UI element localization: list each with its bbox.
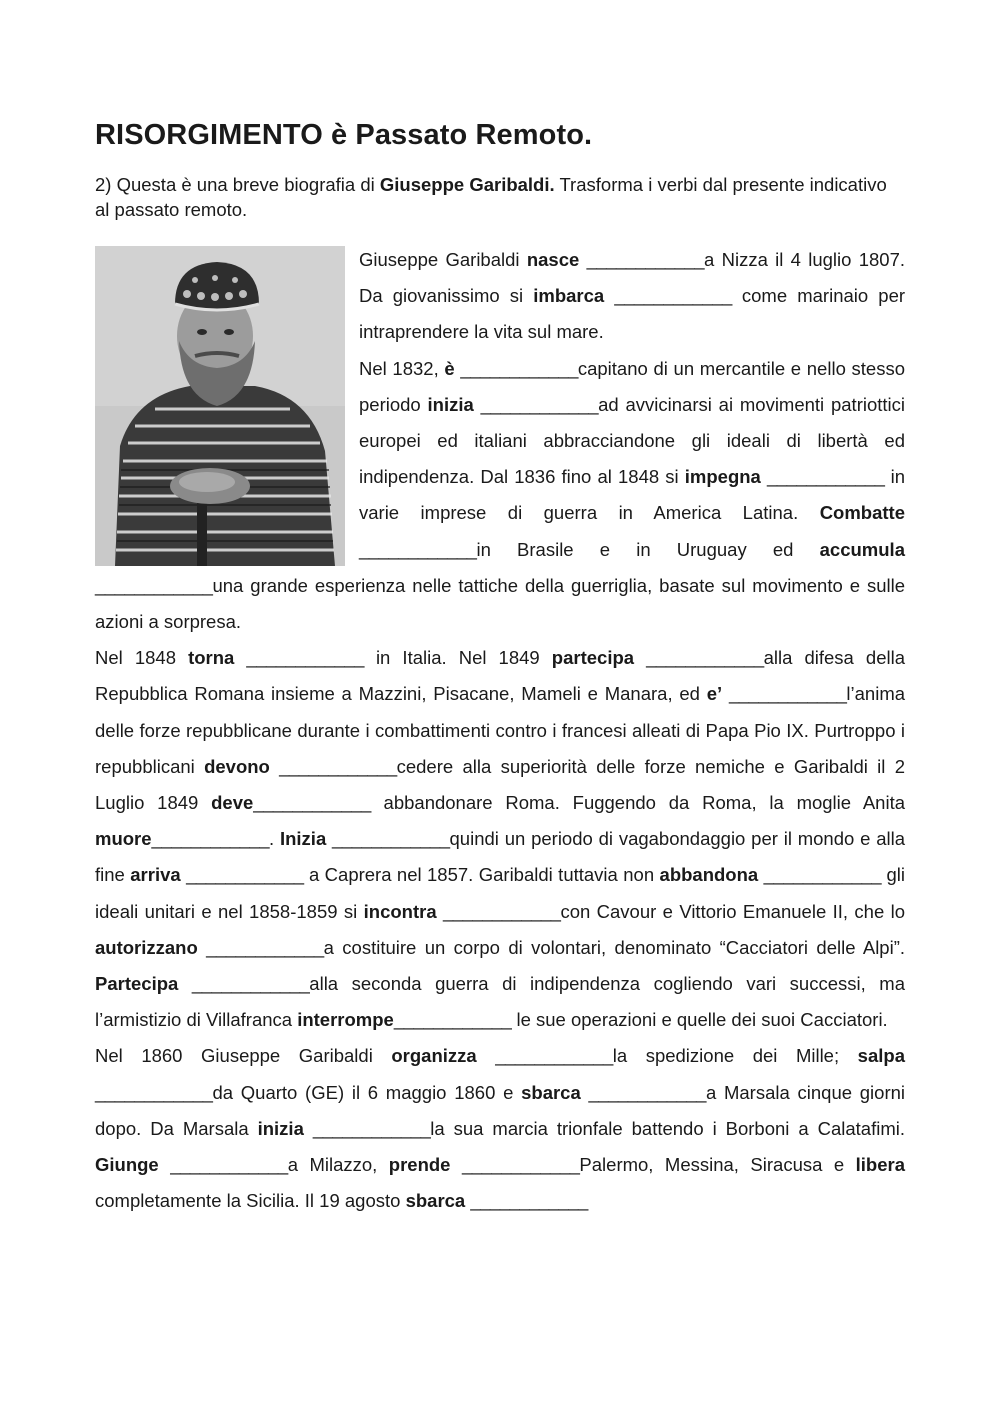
verb-to-transform: torna [188, 647, 235, 669]
text-segment: l’anima delle forze repubblicane durante i combattimenti contro i francesi alleati di Papa Pio IX. Purtroppo i repubblicani [95, 683, 906, 777]
verb-to-transform: inizia [257, 1117, 304, 1139]
verb-to-transform: sbarca [521, 1081, 581, 1103]
answer-blank[interactable]: ____________ [359, 538, 477, 560]
answer-blank[interactable]: ____________ [95, 1081, 213, 1103]
instructions-name: Giuseppe Garibaldi. [379, 174, 555, 195]
text-segment: a Caprera nel 1857. Garibaldi tuttavia non [303, 864, 660, 886]
text-segment: completamente la Sicilia. Il 19 agosto [95, 1190, 406, 1212]
instructions-prefix: 2) Questa è una breve biografia di [95, 174, 380, 195]
text-segment: Palermo, Messina, Siracusa e [579, 1154, 856, 1176]
text-segment: a costituire un corpo di volontari, denominato “Cacciatori delle Alpi”. [323, 936, 906, 958]
verb-to-transform: partecipa [551, 647, 635, 669]
text-segment [270, 756, 279, 777]
text-segment [178, 973, 192, 994]
verb-to-transform: autorizzano [95, 936, 198, 958]
text-segment [198, 937, 206, 958]
page-title: RISORGIMENTO è Passato Remoto. [95, 119, 593, 151]
verb-to-transform: Inizia [279, 828, 327, 850]
answer-blank[interactable]: ____________ [614, 285, 732, 307]
text-segment: Nel 1860 Giuseppe Garibaldi [95, 1045, 392, 1067]
answer-blank[interactable]: ____________ [460, 357, 578, 379]
verb-to-transform: incontra [363, 900, 437, 922]
verb-to-transform: Giunge [95, 1154, 159, 1176]
text-segment: in Italia. Nel 1849 [363, 647, 552, 669]
text-segment [722, 683, 729, 704]
text-segment: in varie imprese di guerra in America Latina. [359, 466, 905, 524]
answer-blank[interactable]: ____________ [170, 1154, 288, 1176]
text-segment: gli ideali unitari e nel 1858-1859 si [95, 864, 906, 922]
verb-to-transform: inizia [427, 393, 474, 415]
text-segment: Nel 1848 [95, 647, 189, 669]
verb-to-transform: impegna [684, 466, 761, 488]
answer-blank[interactable]: ____________ [588, 1081, 706, 1103]
text-segment: la spedizione dei Mille; [612, 1045, 858, 1067]
verb-to-transform: accumula [819, 538, 905, 560]
answer-blank[interactable]: ____________ [461, 1154, 580, 1176]
text-segment [634, 647, 646, 668]
text-segment [159, 1154, 170, 1175]
verb-to-transform: sbarca [405, 1190, 466, 1212]
verb-to-transform: Combatte [819, 502, 905, 524]
verb-to-transform: abbandona [659, 864, 759, 886]
text-segment: abbandonare Roma. Fuggendo da Roma, la moglie Anita [370, 792, 905, 814]
text-segment [604, 285, 614, 306]
answer-blank[interactable]: ____________ [442, 900, 561, 922]
verb-to-transform: è [444, 357, 455, 379]
verb-to-transform: imbarca [533, 285, 605, 307]
answer-blank[interactable]: ____________ [191, 973, 310, 995]
answer-blank[interactable]: ____________ [246, 647, 364, 669]
answer-blank[interactable]: ____________ [253, 792, 371, 814]
biography-text [95, 242, 905, 1219]
answer-blank[interactable]: ____________ [763, 864, 882, 886]
text-segment: a Marsala cinque giorni dopo. Da Marsala [95, 1081, 905, 1139]
verb-to-transform: e’ [706, 683, 723, 705]
text-segment [579, 249, 586, 270]
answer-blank[interactable]: ____________ [95, 574, 213, 596]
answer-blank[interactable]: ____________ [186, 864, 304, 886]
text-segment: quindi un periodo di vagabondaggio per il mondo e alla fine [95, 828, 905, 886]
verb-to-transform: interrompe [297, 1009, 394, 1031]
paragraph [95, 640, 905, 1038]
text-segment: la sua marcia trionfale battendo i Borboni a Calatafimi. [430, 1117, 905, 1139]
text-segment: in Brasile e in Uruguay ed [476, 538, 820, 560]
answer-blank[interactable]: ____________ [312, 1117, 431, 1139]
instructions [95, 172, 905, 222]
answer-blank[interactable]: ____________ [332, 828, 450, 850]
text-segment [477, 1045, 496, 1066]
instructions-suffix: Trasforma i verbi dal presente indicativo al passato remoto. [95, 174, 887, 220]
answer-blank[interactable]: ____________ [393, 1009, 512, 1031]
paragraph [95, 1038, 905, 1219]
text-segment: da Quarto (GE) il 6 maggio 1860 e [212, 1081, 522, 1103]
verb-to-transform: muore [95, 828, 152, 850]
text-segment: . [269, 828, 280, 850]
text-segment: ad avvicinarsi ai movimenti patriottici europei ed italiani abbracciandone gli ideali di libertà ed indipendenza. Dal 1836 fino al 1848 si [359, 393, 906, 488]
answer-blank[interactable]: ____________ [495, 1045, 613, 1067]
text-segment [304, 1118, 313, 1139]
verb-to-transform: devono [204, 755, 270, 777]
text-segment: Nel 1832, [359, 357, 445, 379]
verb-to-transform: nasce [526, 249, 580, 270]
text-segment [474, 394, 481, 415]
verb-to-transform: arriva [130, 864, 181, 886]
text-segment [450, 1154, 461, 1175]
text-segment [234, 647, 246, 668]
verb-to-transform: prende [388, 1154, 451, 1176]
answer-blank[interactable]: ____________ [470, 1190, 588, 1212]
text-segment: le sue operazioni e quelle dei suoi Cacciatori. [511, 1009, 888, 1031]
text-segment: alla seconda guerra di indipendenza cogliendo vari successi, ma l’armistizio di Villafranca [95, 973, 905, 1031]
answer-blank[interactable]: ____________ [586, 249, 705, 270]
text-segment: una grande esperienza nelle tattiche della guerriglia, basate sul movimento e sulle azioni a sorpresa. [95, 574, 905, 633]
answer-blank[interactable]: ____________ [151, 828, 270, 850]
garibaldi-portrait [95, 246, 345, 566]
text-segment: capitano di un mercantile e nello stesso periodo [359, 357, 905, 415]
answer-blank[interactable]: ____________ [728, 683, 847, 705]
text-segment: a Nizza il 4 luglio 1807. Da giovanissimo si [359, 249, 906, 307]
text-segment: alla difesa della Repubblica Romana insieme a Mazzini, Pisacane, Mameli e Manara, ed [95, 647, 906, 705]
verb-to-transform: salpa [857, 1045, 905, 1067]
text-segment: a Milazzo, [287, 1154, 389, 1176]
verb-to-transform: Partecipa [95, 973, 179, 995]
verb-to-transform: deve [211, 792, 254, 814]
text-segment: con Cavour e Vittorio Emanuele II, che lo [560, 900, 905, 922]
worksheet-page [95, 110, 906, 1212]
text-segment: cedere alla superiorità delle forze nemiche e Garibaldi il 2 Luglio 1849 [95, 755, 905, 814]
verb-to-transform: libera [855, 1154, 906, 1176]
text-segment: Giuseppe Garibaldi [359, 249, 527, 270]
text-segment: come marinaio per intraprendere la vita sul mare. [359, 285, 906, 343]
answer-blank[interactable]: ____________ [767, 466, 885, 488]
answer-blank[interactable]: ____________ [279, 755, 397, 777]
text-segment [581, 1082, 589, 1103]
answer-blank[interactable]: ____________ [206, 936, 324, 958]
answer-blank[interactable]: ____________ [646, 647, 764, 669]
answer-blank[interactable]: ____________ [480, 393, 599, 415]
verb-to-transform: organizza [391, 1045, 477, 1067]
